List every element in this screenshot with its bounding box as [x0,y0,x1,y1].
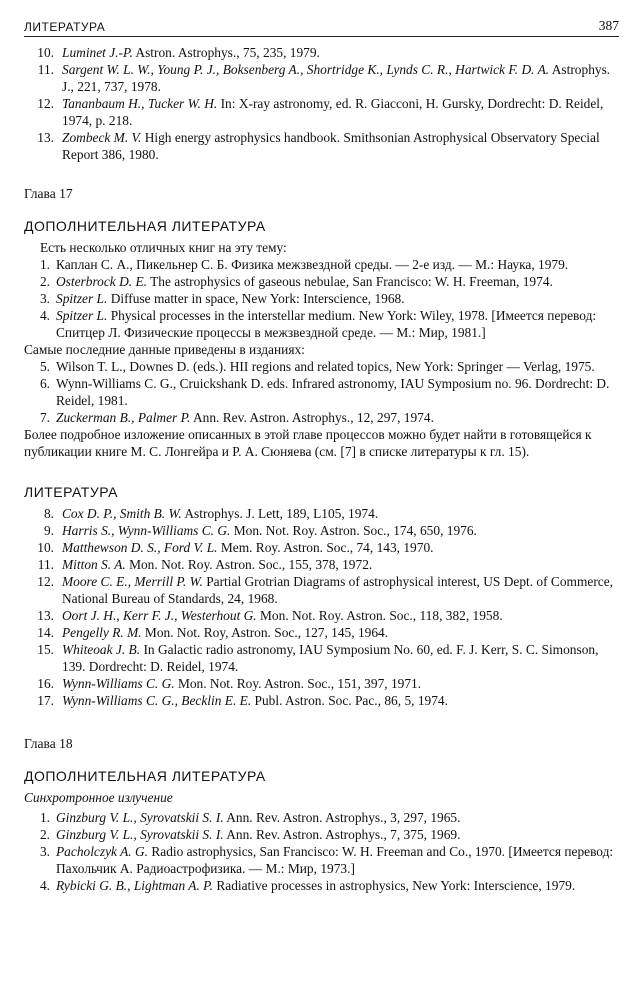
paragraph: Более подробное изложение описанных в этой главе процессов можно будет найти в готовящейся к публикации книге М. С. Лонгейра и Р. А. Сюняева (см. [7] в списке литературы к гл. 15). [24,427,592,459]
reference-item: 12. Tananbaum H., Tucker W. H. In: X-ray astronomy, ed. R. Giacconi, H. Gursky, Dordrecht: D. Reidel, 1974, p. 218. [37,96,604,128]
reference-item: 8. Cox D. P., Smith B. W. Astrophys. J. Lett, 189, L105, 1974. [43,506,379,521]
reference-item: 3. Pacholczyk A. G. Radio astrophysics, San Francisco: W. H. Freeman and Co., 1970. [Имеется перевод: Пахольчик А. Радиоастрофизика. — М.: Мир, 1973.] [39,844,614,876]
reference-list-top [24,44,618,163]
reference-item: 1. Каплан С. А., Пикельнер С. Б. Физика межзвездной среды. — 2-е изд. — М.: Наука, 1979. [39,257,569,272]
reference-item: 11. Mitton S. A. Mon. Not. Roy. Astron. Soc., 155, 378, 1972. [37,557,373,572]
reference-item: 2. Ginzburg V. L., Syrovatskii S. I. Ann. Rev. Astron. Astrophys., 7, 375, 1969. [39,827,461,842]
reference-list [24,809,618,894]
reference-list [24,358,618,426]
section-title: ДОПОЛНИТЕЛЬНАЯ ЛИТЕРАТУРА [24,768,266,784]
reference-item: 13. Zombeck M. V. High energy astrophysics handbook. Smithsonian Astrophysical Observatory Special Report 386, 1980. [37,130,600,162]
section-title: ЛИТЕРАТУРА [24,484,118,500]
reference-item: 13. Oort J. H., Kerr F. J., Westerhout G. Mon. Not. Roy. Astron. Soc., 118, 382, 1958. [37,608,503,623]
reference-item: 16. Wynn-Williams C. G. Mon. Not. Roy. Astron. Soc., 151, 397, 1971. [37,676,422,691]
reference-list [24,505,618,709]
page-number: 387 [598,18,619,33]
reference-item: 4. Spitzer L. Physical processes in the interstellar medium. New York: Wiley, 1978. [Имеется перевод: Спитцер Л. Физические процессы в межзвездной среде. — М.: Мир, 1981.] [39,308,597,340]
reference-item: 10. Matthewson D. S., Ford V. L. Mem. Roy. Astron. Soc., 74, 143, 1970. [37,540,434,555]
subheading: Синхротронное излучение [24,790,173,805]
reference-list [24,256,618,341]
paragraph: Самые последние данные приведены в изданиях: [24,342,305,357]
reference-item: 7. Zuckerman B., Palmer P. Ann. Rev. Astron. Astrophys., 12, 297, 1974. [39,410,434,425]
reference-item: 12. Moore C. E., Merrill P. W. Partial Grotrian Diagrams of astrophysical interest, US Dept. of Commerce, National Bureau of Standards, 24, 1968. [37,574,614,606]
reference-item: 10. Luminet J.-P. Astron. Astrophys., 75, 235, 1979. [37,45,320,60]
reference-item: 5. Wilson T. L., Downes D. (eds.). HII regions and related topics, New York: Springer — Verlag, 1975. [39,359,595,374]
running-head: ЛИТЕРАТУРА [24,20,106,34]
reference-item: 2. Osterbrock D. E. The astrophysics of gaseous nebulae, San Francisco: W. H. Freeman, 1974. [39,274,553,289]
reference-item: 1. Ginzburg V. L., Syrovatskii S. I. Ann. Rev. Astron. Astrophys., 3, 297, 1965. [39,810,461,825]
reference-item: 14. Pengelly R. M. Mon. Not. Roy, Astron. Soc., 127, 145, 1964. [37,625,389,640]
reference-item: 17. Wynn-Williams C. G., Becklin E. E. Publ. Astron. Soc. Pac., 86, 5, 1974. [37,693,448,708]
reference-item: 9. Harris S., Wynn-Williams C. G. Mon. Not. Roy. Astron. Soc., 174, 650, 1976. [43,523,477,538]
page-header [24,18,619,37]
intro-text: Есть несколько отличных книг на эту тему: [40,240,287,255]
chapter-heading: Глава 17 [24,186,73,201]
section-title: ДОПОЛНИТЕЛЬНАЯ ЛИТЕРАТУРА [24,218,266,234]
reference-item: 15. Whiteoak J. B. In Galactic radio astronomy, IAU Symposium No. 60, ed. F. J. Kerr, S. C. Simonson, 139. Dordrecht: D. Reidel, 1974. [37,642,599,674]
reference-item: 6. Wynn-Williams C. G., Cruickshank D. eds. Infrared astronomy, IAU Symposium no. 96. Dordrecht: D. Reidel, 1981. [39,376,610,408]
reference-item: 4. Rybicki G. B., Lightman A. P. Radiative processes in astrophysics, New York: Interscience, 1979. [39,878,576,893]
reference-item: 11. Sargent W. L. W., Young P. J., Boksenberg A., Shortridge K., Lynds C. R., Hartwick F. D. A. Astrophys. J., 221, 737, 1978. [37,62,611,94]
reference-item: 3. Spitzer L. Diffuse matter in space, New York: Interscience, 1968. [39,291,405,306]
page-content [24,44,618,894]
chapter-heading: Глава 18 [24,736,73,751]
